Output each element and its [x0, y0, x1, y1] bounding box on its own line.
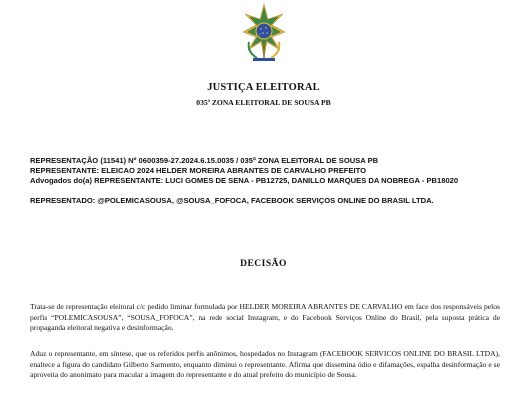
decision-paragraph-1: Trata-se de representação eleitoral c/c pedido liminar formulada por HELDER MOREIRA ABRANTES DE CARVALHO em face dos responsáveis pelos perfis “POLEMICASOUSA”, “SOUSA_FOFOCA”, na rede social Instagram, e do Facebook Serviços Online do Brasil, pela suposta prática de propaganda eleitoral negativa e desinformação.	[30, 302, 500, 332]
advogados-line: Advogados do(a) REPRESENTANTE: LUCI GOMES DE SENA - PB12725, DANILLO MARQUES DA NOBREGA - PB18020	[30, 176, 459, 185]
electoral-zone: 035ª ZONA ELEITORAL DE SOUSA PB	[196, 98, 331, 107]
representado-line: REPRESENTADO: @POLEMICASOUSA, @SOUSA_FOFOCA, FACEBOOK SERVIÇOS ONLINE DO BRASIL LTDA.	[30, 196, 434, 205]
decision-title: DECISÃO	[240, 259, 287, 269]
case-number: REPRESENTAÇÃO (11541) Nº 0600359-27.2024.6.15.0035 / 035ª ZONA ELEITORAL DE SOUSA PB	[30, 156, 379, 165]
representante-line: REPRESENTANTE: ELEICAO 2024 HELDER MOREIRA ABRANTES DE CARVALHO PREFEITO	[30, 166, 366, 175]
brasil-coat-of-arms-icon	[241, 2, 287, 62]
decision-paragraph-2: Aduz o representante, em síntese, que os referidos perfis anônimos, hospedados no Instagram (FACEBOOK SERVICOS ONLINE DO BRASIL LTDA), enaltece a figura do candidato Gilberto Sarmento, enquanto diminui o representante. Afirma que dissemina ódio e difamações, espalha desinformação e se aproveita do anonimato para macular a imagem do representante e do atual prefeito do município de Sousa.	[30, 349, 500, 379]
court-name: JUSTIÇA ELEITORAL	[207, 82, 320, 93]
